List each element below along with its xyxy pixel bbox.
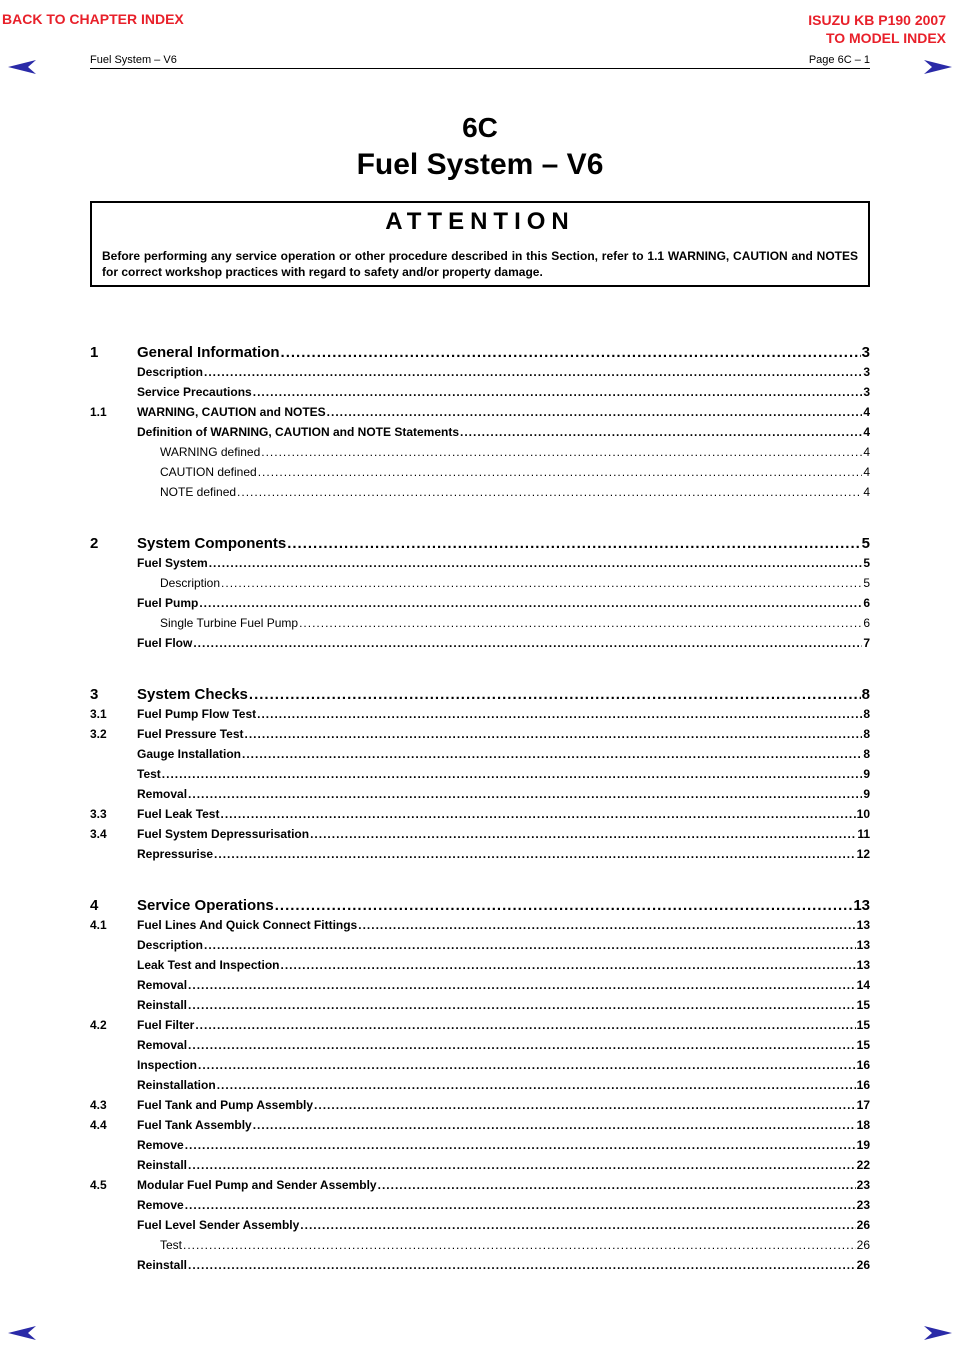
toc-entry-body — [90, 978, 870, 992]
toc-entry[interactable] — [90, 707, 870, 721]
toc-entry-page: 13 — [856, 938, 870, 952]
toc-entry-title: Removal — [137, 1038, 188, 1052]
toc-entry-title: Remove — [137, 1138, 184, 1152]
toc-entry[interactable] — [90, 1238, 870, 1252]
toc-dot-leader — [253, 1118, 856, 1132]
toc-dot-leader — [245, 727, 863, 741]
toc-entry-number: 4.3 — [90, 1098, 107, 1112]
toc-entry-page: 22 — [856, 1158, 870, 1172]
toc-entry-body — [90, 767, 870, 781]
toc-entry-title: CAUTION defined — [160, 465, 257, 479]
toc-dot-leader — [185, 1138, 856, 1152]
toc-entry-title: Fuel System — [137, 556, 208, 570]
toc-entry-page: 8 — [863, 727, 870, 741]
toc-entry-title: Fuel Leak Test — [137, 807, 220, 821]
toc-entry[interactable] — [90, 998, 870, 1012]
toc-entry-page: 15 — [856, 998, 870, 1012]
toc-entry-title: Reinstall — [137, 1258, 188, 1272]
toc-entry-page: 19 — [856, 1138, 870, 1152]
toc-dot-leader — [253, 385, 863, 399]
toc-entry-title: Reinstallation — [137, 1078, 216, 1092]
toc-entry-body — [90, 1178, 870, 1192]
toc-entry-page: 4 — [863, 485, 870, 499]
toc-dot-leader — [258, 465, 863, 479]
toc-entry[interactable] — [90, 1218, 870, 1232]
attention-box — [90, 201, 870, 287]
toc-entry-title: Test — [137, 767, 161, 781]
toc-dot-leader — [188, 1258, 856, 1272]
back-to-chapter-index-link[interactable]: BACK TO CHAPTER INDEX — [2, 11, 184, 27]
toc-entry-body — [90, 1218, 870, 1232]
toc-entry-number: 3 — [90, 686, 99, 703]
toc-entry[interactable] — [90, 787, 870, 801]
toc-entry-number: 2 — [90, 535, 99, 552]
toc-dot-leader — [314, 1098, 856, 1112]
toc-entry-title: Repressurise — [137, 847, 214, 861]
toc-entry[interactable] — [90, 556, 870, 570]
toc-entry[interactable] — [90, 576, 870, 590]
toc-entry-title: Fuel Pump Flow Test — [137, 707, 257, 721]
toc-dot-leader — [280, 958, 855, 972]
toc-entry-title: System Components — [137, 535, 287, 552]
toc-entry-body — [90, 1238, 870, 1252]
toc-entry-body — [90, 385, 870, 399]
toc-entry-title: Modular Fuel Pump and Sender Assembly — [137, 1178, 377, 1192]
toc-dot-leader — [261, 445, 862, 459]
toc-entry-body — [90, 535, 870, 552]
model-name: ISUZU KB P190 2007 — [808, 12, 946, 28]
toc-entry-body — [90, 1038, 870, 1052]
toc-dot-leader — [188, 787, 862, 801]
toc-dot-leader — [242, 747, 862, 761]
toc-entry-page: 13 — [856, 918, 870, 932]
toc-entry-number: 3.1 — [90, 707, 107, 721]
toc-entry-title: Test — [160, 1238, 183, 1252]
toc-entry-body — [90, 958, 870, 972]
toc-dot-leader — [237, 485, 862, 499]
section-title: Fuel System – V6 — [356, 148, 604, 181]
toc-entry-title: Removal — [137, 978, 188, 992]
toc-entry-body — [90, 787, 870, 801]
attention-text: Before performing any service operation or other procedure described in this Section, refer to 1.1 WARNING, CAUTION and NOTES for correct workshop practices with regard to safety and/or property damage. — [102, 249, 858, 279]
toc-dot-leader — [358, 918, 855, 932]
toc-entry[interactable] — [90, 465, 870, 479]
toc-dot-leader — [162, 767, 863, 781]
toc-entry-page: 16 — [856, 1078, 870, 1092]
toc-dot-leader — [193, 636, 862, 650]
toc-entry-page: 16 — [856, 1058, 870, 1072]
toc-entry-body — [90, 1078, 870, 1092]
toc-entry-body — [90, 485, 870, 499]
toc-entry-title: Fuel Level Sender Assembly — [137, 1218, 300, 1232]
toc-entry-title: Remove — [137, 1198, 184, 1212]
toc-entry-page: 6 — [863, 616, 870, 630]
toc-entry-title: Fuel Filter — [137, 1018, 195, 1032]
toc-entry-page: 9 — [863, 787, 870, 801]
toc-entry[interactable] — [90, 445, 870, 459]
next-page-arrow-bottom-icon[interactable] — [924, 1326, 952, 1340]
toc-entry-page: 26 — [856, 1238, 870, 1252]
toc-entry-title: Leak Test and Inspection — [137, 958, 280, 972]
toc-entry-page: 26 — [856, 1258, 870, 1272]
toc-entry-number: 1.1 — [90, 405, 107, 419]
toc-entry-body — [90, 918, 870, 932]
toc-entry-title: Reinstall — [137, 998, 188, 1012]
prev-page-arrow-bottom-icon[interactable] — [8, 1326, 36, 1340]
toc-entry[interactable] — [90, 1118, 870, 1132]
header-rule — [90, 68, 870, 69]
toc-entry-number: 4 — [90, 897, 99, 914]
toc-entry-title: Fuel Tank Assembly — [137, 1118, 252, 1132]
toc-entry-body — [90, 596, 870, 610]
toc-entry-page: 17 — [856, 1098, 870, 1112]
toc-dot-leader — [198, 1058, 856, 1072]
toc-entry-body — [90, 616, 870, 630]
toc-entry-body — [90, 998, 870, 1012]
toc-entry[interactable] — [90, 1158, 870, 1172]
toc-dot-leader — [188, 978, 856, 992]
toc-dot-leader — [185, 1198, 856, 1212]
toc-entry-title: Gauge Installation — [137, 747, 242, 761]
toc-entry-body — [90, 847, 870, 861]
toc-entry-body — [90, 1258, 870, 1272]
toc-entry-title: Service Operations — [137, 897, 274, 914]
toc-entry[interactable] — [90, 1078, 870, 1092]
toc-entry[interactable] — [90, 535, 870, 552]
toc-dot-leader — [188, 1158, 856, 1172]
attention-title: ATTENTION — [385, 208, 575, 235]
toc-entry-title: Definition of WARNING, CAUTION and NOTE Statements — [137, 425, 460, 439]
toc-entry-body — [90, 1118, 870, 1132]
toc-entry-number: 3.2 — [90, 727, 107, 741]
toc-dot-leader — [204, 365, 862, 379]
toc-entry-page: 8 — [861, 686, 870, 703]
toc-dot-leader — [217, 1078, 856, 1092]
toc-entry[interactable] — [90, 686, 870, 703]
toc-entry[interactable] — [90, 827, 870, 841]
toc-dot-leader — [199, 596, 862, 610]
toc-entry[interactable] — [90, 1258, 870, 1272]
toc-entry-title: Fuel Pump — [137, 596, 199, 610]
running-header-left: Fuel System – V6 — [90, 54, 177, 66]
toc-entry-title: Inspection — [137, 1058, 198, 1072]
toc-entry-page: 18 — [856, 1118, 870, 1132]
toc-entry-page: 7 — [863, 636, 870, 650]
toc-dot-leader — [214, 847, 856, 861]
prev-page-arrow-icon[interactable] — [8, 60, 36, 74]
toc-dot-leader — [220, 807, 855, 821]
toc-dot-leader — [249, 686, 861, 703]
toc-entry-body — [90, 405, 870, 419]
next-page-arrow-icon[interactable] — [924, 60, 952, 74]
toc-entry-body — [90, 1018, 870, 1032]
toc-dot-leader — [299, 616, 862, 630]
running-header-page: Page 6C – 1 — [808, 54, 870, 66]
model-index-link[interactable] — [808, 11, 946, 47]
toc-dot-leader — [221, 576, 862, 590]
toc-entry-page: 9 — [863, 767, 870, 781]
toc-entry-title: Description — [160, 576, 221, 590]
toc-entry-number: 3.3 — [90, 807, 107, 821]
toc-entry[interactable] — [90, 847, 870, 861]
toc-entry-title: General Information — [137, 344, 280, 361]
toc-entry-number: 3.4 — [90, 827, 107, 841]
toc-entry[interactable] — [90, 918, 870, 932]
toc-dot-leader — [310, 827, 856, 841]
toc-entry-body — [90, 425, 870, 439]
toc-entry-body — [90, 365, 870, 379]
toc-entry[interactable] — [90, 807, 870, 821]
toc-dot-leader — [188, 998, 856, 1012]
toc-entry-body — [90, 1098, 870, 1112]
toc-entry-page: 8 — [863, 707, 870, 721]
toc-entry-body — [90, 344, 870, 361]
toc-dot-leader — [209, 556, 863, 570]
toc-entry-title: NOTE defined — [160, 485, 237, 499]
toc-entry-body — [90, 1138, 870, 1152]
toc-entry[interactable] — [90, 1058, 870, 1072]
toc-entry-page: 23 — [856, 1178, 870, 1192]
toc-entry-title: Single Turbine Fuel Pump — [160, 616, 299, 630]
toc-entry-body — [90, 636, 870, 650]
toc-entry-number: 4.2 — [90, 1018, 107, 1032]
toc-entry-page: 6 — [863, 596, 870, 610]
toc-entry-page: 5 — [861, 535, 870, 552]
toc-entry-title: Fuel Tank and Pump Assembly — [137, 1098, 314, 1112]
toc-entry-number: 4.1 — [90, 918, 107, 932]
toc-entry-number: 1 — [90, 344, 99, 361]
toc-entry[interactable] — [90, 636, 870, 650]
toc-entry[interactable] — [90, 897, 870, 914]
toc-entry[interactable] — [90, 1138, 870, 1152]
toc-entry-title: Fuel System Depressurisation — [137, 827, 310, 841]
toc-dot-leader — [275, 897, 853, 914]
toc-entry-number: 4.4 — [90, 1118, 107, 1132]
toc-dot-leader — [327, 405, 863, 419]
toc-entry-page: 4 — [863, 405, 870, 419]
toc-entry-page: 3 — [863, 385, 870, 399]
toc-dot-leader — [281, 344, 861, 361]
toc-entry-page: 11 — [857, 827, 870, 841]
toc-entry[interactable] — [90, 385, 870, 399]
toc-entry-body — [90, 1058, 870, 1072]
toc-entry[interactable] — [90, 727, 870, 741]
toc-entry-title: System Checks — [137, 686, 248, 703]
toc-entry[interactable] — [90, 616, 870, 630]
toc-dot-leader — [188, 1038, 856, 1052]
toc-dot-leader — [300, 1218, 855, 1232]
toc-dot-leader — [287, 535, 860, 552]
toc-dot-leader — [378, 1178, 856, 1192]
toc-entry[interactable] — [90, 1198, 870, 1212]
toc-entry-page: 10 — [856, 807, 870, 821]
toc-entry-title: WARNING defined — [160, 445, 261, 459]
toc-entry-page: 4 — [863, 445, 870, 459]
toc-entry-body — [90, 556, 870, 570]
toc-entry-page: 4 — [863, 465, 870, 479]
to-model-index-label: TO MODEL INDEX — [825, 30, 946, 46]
toc-entry[interactable] — [90, 958, 870, 972]
toc-dot-leader — [195, 1018, 855, 1032]
toc-entry[interactable] — [90, 1038, 870, 1052]
toc-entry-body — [90, 465, 870, 479]
toc-entry-body — [90, 707, 870, 721]
toc-entry-body — [90, 576, 870, 590]
toc-entry-body — [90, 827, 870, 841]
toc-entry-title: Description — [137, 365, 204, 379]
toc-entry-title: Fuel Pressure Test — [137, 727, 244, 741]
toc-entry-page: 15 — [856, 1018, 870, 1032]
toc-entry-page: 23 — [856, 1198, 870, 1212]
toc-entry-body — [90, 897, 870, 914]
toc-dot-leader — [183, 1238, 856, 1252]
toc-entry[interactable] — [90, 747, 870, 761]
toc-entry-body — [90, 1198, 870, 1212]
toc-entry-body — [90, 686, 870, 703]
toc-entry-title: Fuel Flow — [137, 636, 193, 650]
toc-entry-page: 4 — [863, 425, 870, 439]
toc-entry-page: 3 — [863, 365, 870, 379]
toc-entry[interactable] — [90, 938, 870, 952]
toc-entry-page: 13 — [853, 897, 870, 914]
toc-entry-page: 5 — [863, 556, 870, 570]
toc-entry-page: 8 — [863, 747, 870, 761]
toc-dot-leader — [204, 938, 856, 952]
toc-entry[interactable] — [90, 596, 870, 610]
toc-entry-body — [90, 1158, 870, 1172]
toc-entry-page: 26 — [856, 1218, 870, 1232]
toc-dot-leader — [460, 425, 862, 439]
toc-entry-page: 13 — [856, 958, 870, 972]
toc-entry-body — [90, 445, 870, 459]
toc-entry-body — [90, 938, 870, 952]
toc-entry-page: 5 — [863, 576, 870, 590]
toc-entry-body — [90, 747, 870, 761]
toc-entry-title: Fuel Lines And Quick Connect Fittings — [137, 918, 358, 932]
toc-entry-page: 3 — [861, 344, 870, 361]
toc-entry[interactable] — [90, 365, 870, 379]
toc-entry[interactable] — [90, 344, 870, 361]
toc-entry-page: 15 — [856, 1038, 870, 1052]
toc-entry-page: 12 — [856, 847, 870, 861]
toc-entry-title: Removal — [137, 787, 188, 801]
toc-entry-title: Description — [137, 938, 204, 952]
toc-entry[interactable] — [90, 978, 870, 992]
toc-entry[interactable] — [90, 425, 870, 439]
toc-entry-body — [90, 727, 870, 741]
toc-entry[interactable] — [90, 485, 870, 499]
section-number: 6C — [462, 112, 498, 143]
toc-entry-page: 14 — [856, 978, 870, 992]
toc-entry-body — [90, 807, 870, 821]
toc-entry[interactable] — [90, 1098, 870, 1112]
toc-entry-title: Reinstall — [137, 1158, 188, 1172]
toc-entry[interactable] — [90, 767, 870, 781]
toc-entry-title: Service Precautions — [137, 385, 252, 399]
toc-entry[interactable] — [90, 1178, 870, 1192]
toc-entry[interactable] — [90, 405, 870, 419]
toc-entry[interactable] — [90, 1018, 870, 1032]
toc-entry-title: WARNING, CAUTION and NOTES — [137, 405, 326, 419]
toc-dot-leader — [257, 707, 862, 721]
toc-entry-number: 4.5 — [90, 1178, 107, 1192]
